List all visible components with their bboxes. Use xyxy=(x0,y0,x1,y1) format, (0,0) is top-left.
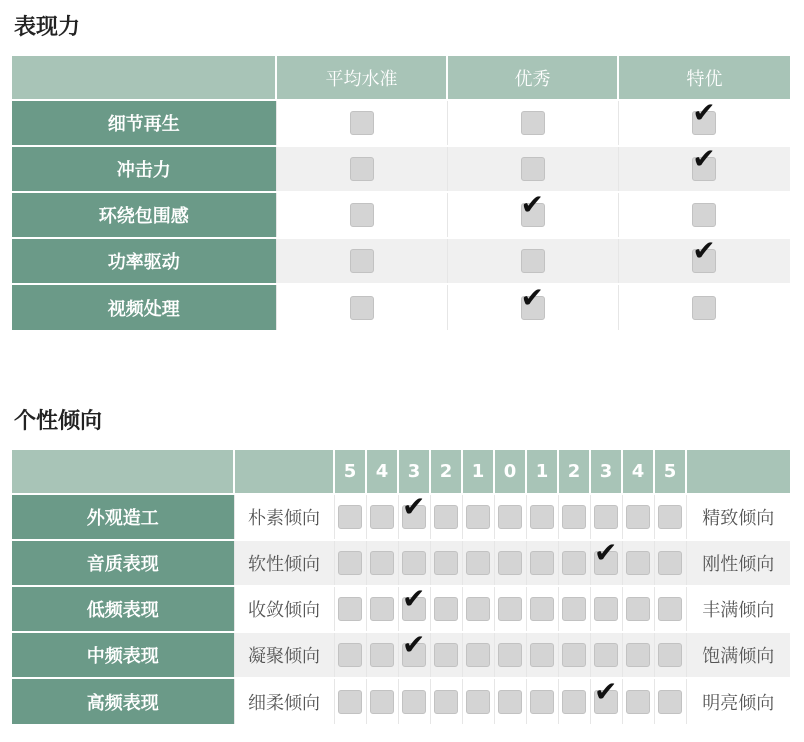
scale-header: 1 xyxy=(526,450,558,494)
header-blank xyxy=(686,450,790,494)
checkbox-cell xyxy=(526,494,558,540)
header-blank xyxy=(12,56,276,100)
checkbox-checked[interactable] xyxy=(402,597,426,621)
checkbox-cell xyxy=(526,540,558,586)
checkbox[interactable] xyxy=(658,643,682,667)
checkbox[interactable] xyxy=(498,597,522,621)
checkbox-cell xyxy=(334,494,366,540)
performance-table xyxy=(12,56,790,330)
checkbox-cell xyxy=(462,540,494,586)
checkbox-cell xyxy=(276,192,447,238)
checkbox[interactable] xyxy=(434,551,458,575)
checkbox-cell xyxy=(494,678,526,724)
checkbox-checked[interactable] xyxy=(692,249,716,273)
row-label: 外观造工 xyxy=(12,494,234,540)
row-label: 中频表现 xyxy=(12,632,234,678)
checkbox[interactable] xyxy=(521,249,545,273)
checkbox[interactable] xyxy=(626,597,650,621)
checkbox[interactable] xyxy=(350,296,374,320)
checkbox-cell xyxy=(526,678,558,724)
checkbox-cell xyxy=(618,238,790,284)
checkbox-cell xyxy=(654,632,686,678)
row-label: 高频表现 xyxy=(12,678,234,724)
checkbox[interactable] xyxy=(498,643,522,667)
table-row xyxy=(12,632,790,678)
checkbox-checked[interactable] xyxy=(594,690,618,714)
checkbox[interactable] xyxy=(521,157,545,181)
scale-header: 4 xyxy=(366,450,398,494)
checkbox-cell xyxy=(618,146,790,192)
left-tendency-label: 朴素倾向 xyxy=(234,494,334,540)
checkbox[interactable] xyxy=(434,690,458,714)
left-tendency-label: 凝聚倾向 xyxy=(234,632,334,678)
checkbox[interactable] xyxy=(562,597,586,621)
column-header-average: 平均水准 xyxy=(276,56,447,100)
checkbox[interactable] xyxy=(530,505,554,529)
checkbox[interactable] xyxy=(338,643,362,667)
scale-header: 2 xyxy=(558,450,590,494)
checkbox[interactable] xyxy=(370,597,394,621)
checkbox-cell xyxy=(334,678,366,724)
row-label: 视频处理 xyxy=(12,284,276,330)
checkbox-cell xyxy=(622,540,654,586)
checkbox-cell xyxy=(590,494,622,540)
header-blank xyxy=(12,450,234,494)
checkbox-cell xyxy=(654,494,686,540)
table-row xyxy=(12,586,790,632)
checkbox[interactable] xyxy=(658,505,682,529)
checkbox-cell xyxy=(494,632,526,678)
scale-header: 5 xyxy=(654,450,686,494)
checkbox[interactable] xyxy=(530,643,554,667)
checkbox-cell xyxy=(366,494,398,540)
row-label: 功率驱动 xyxy=(12,238,276,284)
checkbox[interactable] xyxy=(338,551,362,575)
checkbox-cell xyxy=(622,586,654,632)
column-header-outstanding: 特优 xyxy=(618,56,790,100)
checkbox[interactable] xyxy=(466,505,490,529)
checkbox-cell xyxy=(366,586,398,632)
checkbox[interactable] xyxy=(370,551,394,575)
scale-header: 5 xyxy=(334,450,366,494)
checkbox-cell xyxy=(398,540,430,586)
checkbox[interactable] xyxy=(530,551,554,575)
checkbox-checked[interactable] xyxy=(594,551,618,575)
checkbox-cell xyxy=(430,678,462,724)
table-row xyxy=(12,146,790,192)
checkbox-cell xyxy=(447,100,618,146)
checkbox-cell xyxy=(654,678,686,724)
checkbox-cell xyxy=(558,494,590,540)
checkbox-cell xyxy=(276,146,447,192)
left-tendency-label: 软性倾向 xyxy=(234,540,334,586)
tendency-table xyxy=(12,450,790,724)
checkbox[interactable] xyxy=(658,551,682,575)
checkbox-cell xyxy=(462,494,494,540)
checkbox-cell xyxy=(622,678,654,724)
checkbox[interactable] xyxy=(626,643,650,667)
checkbox[interactable] xyxy=(562,690,586,714)
checkbox[interactable] xyxy=(466,551,490,575)
row-label: 细节再生 xyxy=(12,100,276,146)
checkbox-cell xyxy=(447,146,618,192)
checkbox[interactable] xyxy=(350,157,374,181)
checkbox-cell xyxy=(398,632,430,678)
column-header-excellent: 优秀 xyxy=(447,56,618,100)
table-row xyxy=(12,540,790,586)
checkbox-cell xyxy=(590,540,622,586)
checkbox-cell xyxy=(622,632,654,678)
checkbox[interactable] xyxy=(434,505,458,529)
checkbox-cell xyxy=(398,586,430,632)
checkbox-checked[interactable] xyxy=(402,643,426,667)
checkbox[interactable] xyxy=(466,597,490,621)
checkbox-checked[interactable] xyxy=(521,296,545,320)
checkbox-cell xyxy=(366,540,398,586)
checkbox[interactable] xyxy=(562,505,586,529)
checkbox-cell xyxy=(447,284,618,330)
checkbox-cell xyxy=(654,586,686,632)
checkbox-cell xyxy=(590,586,622,632)
checkbox-cell xyxy=(526,586,558,632)
checkbox-cell xyxy=(558,540,590,586)
checkbox[interactable] xyxy=(692,203,716,227)
checkbox-cell xyxy=(590,678,622,724)
checkbox-cell xyxy=(276,238,447,284)
checkbox-cell xyxy=(558,586,590,632)
checkbox[interactable] xyxy=(498,690,522,714)
scale-header: 1 xyxy=(462,450,494,494)
checkbox[interactable] xyxy=(594,643,618,667)
row-label: 低频表现 xyxy=(12,586,234,632)
checkbox[interactable] xyxy=(562,551,586,575)
checkbox-cell xyxy=(447,192,618,238)
checkbox[interactable] xyxy=(530,690,554,714)
table-row xyxy=(12,192,790,238)
checkbox[interactable] xyxy=(521,111,545,135)
checkbox-checked[interactable] xyxy=(402,505,426,529)
checkbox-cell xyxy=(398,678,430,724)
row-label: 音质表现 xyxy=(12,540,234,586)
checkbox-cell xyxy=(654,540,686,586)
checkbox-cell xyxy=(462,678,494,724)
table-row xyxy=(12,100,790,146)
checkbox-checked[interactable] xyxy=(692,111,716,135)
right-tendency-label: 刚性倾向 xyxy=(686,540,790,586)
checkbox[interactable] xyxy=(594,597,618,621)
checkbox[interactable] xyxy=(338,505,362,529)
left-tendency-label: 收敛倾向 xyxy=(234,586,334,632)
checkbox[interactable] xyxy=(658,690,682,714)
checkbox-cell xyxy=(447,238,618,284)
scale-header: 0 xyxy=(494,450,526,494)
checkbox-cell xyxy=(334,632,366,678)
checkbox-cell xyxy=(526,632,558,678)
checkbox[interactable] xyxy=(530,597,554,621)
checkbox[interactable] xyxy=(350,203,374,227)
checkbox-cell xyxy=(618,100,790,146)
checkbox[interactable] xyxy=(370,643,394,667)
table-row xyxy=(12,284,790,330)
right-tendency-label: 丰满倾向 xyxy=(686,586,790,632)
table-row xyxy=(12,494,790,540)
section-title-performance: 表现力 xyxy=(14,15,81,40)
checkbox[interactable] xyxy=(626,690,650,714)
checkbox-cell xyxy=(558,678,590,724)
checkbox[interactable] xyxy=(402,690,426,714)
checkbox-cell xyxy=(622,494,654,540)
checkbox[interactable] xyxy=(594,505,618,529)
checkbox[interactable] xyxy=(466,643,490,667)
checkbox[interactable] xyxy=(338,597,362,621)
checkbox-checked[interactable] xyxy=(692,157,716,181)
row-label: 环绕包围感 xyxy=(12,192,276,238)
checkbox-cell xyxy=(494,494,526,540)
checkbox-cell xyxy=(494,586,526,632)
checkbox-cell xyxy=(430,494,462,540)
checkbox-cell xyxy=(462,632,494,678)
header-blank xyxy=(234,450,334,494)
checkbox-cell xyxy=(366,632,398,678)
checkbox[interactable] xyxy=(350,249,374,273)
scale-header: 4 xyxy=(622,450,654,494)
checkbox[interactable] xyxy=(434,597,458,621)
checkbox[interactable] xyxy=(562,643,586,667)
checkbox-cell xyxy=(276,284,447,330)
checkbox[interactable] xyxy=(498,551,522,575)
checkbox-cell xyxy=(558,632,590,678)
checkbox-cell xyxy=(398,494,430,540)
table-row xyxy=(12,678,790,724)
checkbox-cell xyxy=(366,678,398,724)
checkbox[interactable] xyxy=(370,690,394,714)
right-tendency-label: 饱满倾向 xyxy=(686,632,790,678)
checkbox-cell xyxy=(276,100,447,146)
checkbox-cell xyxy=(494,540,526,586)
checkbox[interactable] xyxy=(434,643,458,667)
checkbox[interactable] xyxy=(338,690,362,714)
checkbox[interactable] xyxy=(350,111,374,135)
checkbox[interactable] xyxy=(626,551,650,575)
checkbox[interactable] xyxy=(498,505,522,529)
checkbox-checked[interactable] xyxy=(521,203,545,227)
checkbox-cell xyxy=(618,284,790,330)
checkbox[interactable] xyxy=(466,690,490,714)
right-tendency-label: 精致倾向 xyxy=(686,494,790,540)
scale-header: 3 xyxy=(590,450,622,494)
scale-header: 3 xyxy=(398,450,430,494)
checkbox-cell xyxy=(590,632,622,678)
checkbox-cell xyxy=(334,586,366,632)
checkbox-cell xyxy=(430,540,462,586)
checkbox-cell xyxy=(430,632,462,678)
checkbox[interactable] xyxy=(626,505,650,529)
checkbox-cell xyxy=(334,540,366,586)
row-label: 冲击力 xyxy=(12,146,276,192)
section-title-tendency: 个性倾向 xyxy=(14,409,103,434)
left-tendency-label: 细柔倾向 xyxy=(234,678,334,724)
right-tendency-label: 明亮倾向 xyxy=(686,678,790,724)
checkbox-cell xyxy=(462,586,494,632)
checkbox[interactable] xyxy=(692,296,716,320)
checkbox-cell xyxy=(618,192,790,238)
checkbox[interactable] xyxy=(402,551,426,575)
table-row xyxy=(12,238,790,284)
scale-header: 2 xyxy=(430,450,462,494)
checkbox[interactable] xyxy=(370,505,394,529)
checkbox[interactable] xyxy=(658,597,682,621)
checkbox-cell xyxy=(430,586,462,632)
